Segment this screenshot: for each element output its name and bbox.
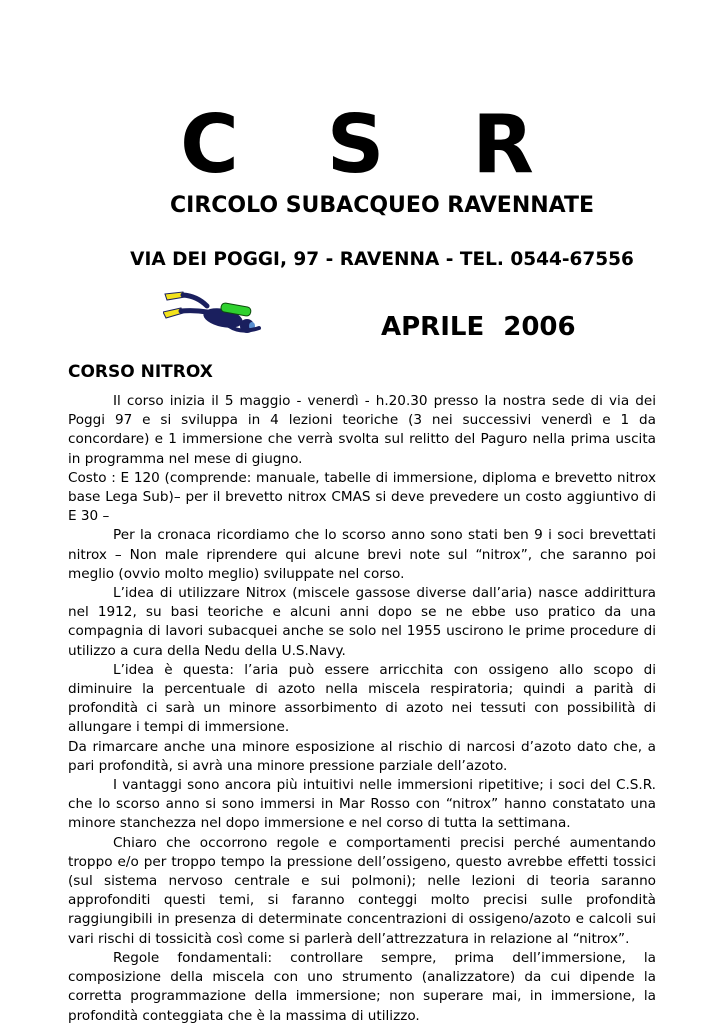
club-address: VIA DEI POGGI, 97 - RAVENNA - TEL. 0544-67556 [130, 249, 634, 270]
paragraph: Da rimarcare anche una minore esposizione al rischio di narcosi d’azoto dato che, a pari profondità, si avrà una minore pressione parziale dell’azoto. [68, 738, 656, 774]
club-name: CIRCOLO SUBACQUEO RAVENNATE [169, 193, 595, 218]
paragraph: Il corso inizia il 5 maggio - venerdì - h.20.30 presso la nostra sede di via dei Poggi 97 e si sviluppa in 4 lezioni teoriche (3 nei successivi venerdì e 1 da concordare) e 1 immersione che verrà svolta sul relitto del Paguro nella prima uscita in programma nel mese di giugno. [68, 393, 656, 467]
article-body [68, 392, 656, 1026]
paragraph: Per la cronaca ricordiamo che lo scorso anno sono stati ben 9 i soci brevettati nitrox – Non male riprendere qui alcune brevi note sul “nitrox”, che saranno poi meglio (ovvio molto meglio) sviluppate nel corso. [68, 527, 656, 582]
paragraph: Chiaro che occorrono regole e comportamenti precisi perché aumentando troppo e/o per troppo tempo la pressione dell’ossigeno, questo avrebbe effetti tossici (sul sistema nervoso centrale e sui polmoni); nelle lezioni di teoria saranno approfonditi questi temi, si faranno conteggi molto precisi sulle profondità raggiungibili in presenza di determinate concentrazioni di ossigeno/azoto e calcoli sui vari rischi di tossicità così come si parlerà dell’attrezzatura in relazione al “nitrox”. [68, 834, 656, 947]
paragraph: Regole fondamentali: controllare sempre, prima dell’immersione, la composizione della miscela con uno strumento (analizzatore) da cui dipende la corretta programmazione della immersione; non superare mai, in immersione, la profondità conteggiata che è la massima di utilizzo. [68, 949, 656, 1024]
paragraph: Costo : E 120 (comprende: manuale, tabelle di immersione, diploma e brevetto nitrox base Lega Sub)– per il brevetto nitrox CMAS si deve prevedere un costo aggiuntivo di E 30 – [68, 469, 656, 525]
paragraph: I vantaggi sono ancora più intuitivi nelle immersioni ripetitive; i soci del C.S.R. che lo scorso anno si sono immersi in Mar Rosso con “nitrox” hanno constatato una minore stanchezza nel dopo immersione e nel corso di tutta la settimana. [68, 777, 656, 832]
scuba-diver-icon [163, 288, 267, 338]
paragraph: L’idea di utilizzare Nitrox (miscele gassose diverse dall’aria) nasce addirittura nel 1912, su basi teoriche e alcuni anni dopo se ne ebbe uso pratico da una compagnia di lavori subacquei anche se solo nel 1955 uscirono le prime procedure di utilizzo a cura della Nedu della U.S.Navy. [68, 585, 656, 659]
logo-csr: C S R [180, 98, 564, 191]
issue-date: APRILE 2006 [381, 312, 576, 342]
paragraph: L’idea è questa: l’aria può essere arricchita con ossigeno allo scopo di diminuire la percentuale di azoto nella miscela respiratoria; quindi a parità di profondità ci sarà un minore assorbimento di azoto nei tessuti con possibilità di allungare i tempi di immersione. [68, 661, 656, 736]
section-title: CORSO NITROX [68, 362, 213, 382]
